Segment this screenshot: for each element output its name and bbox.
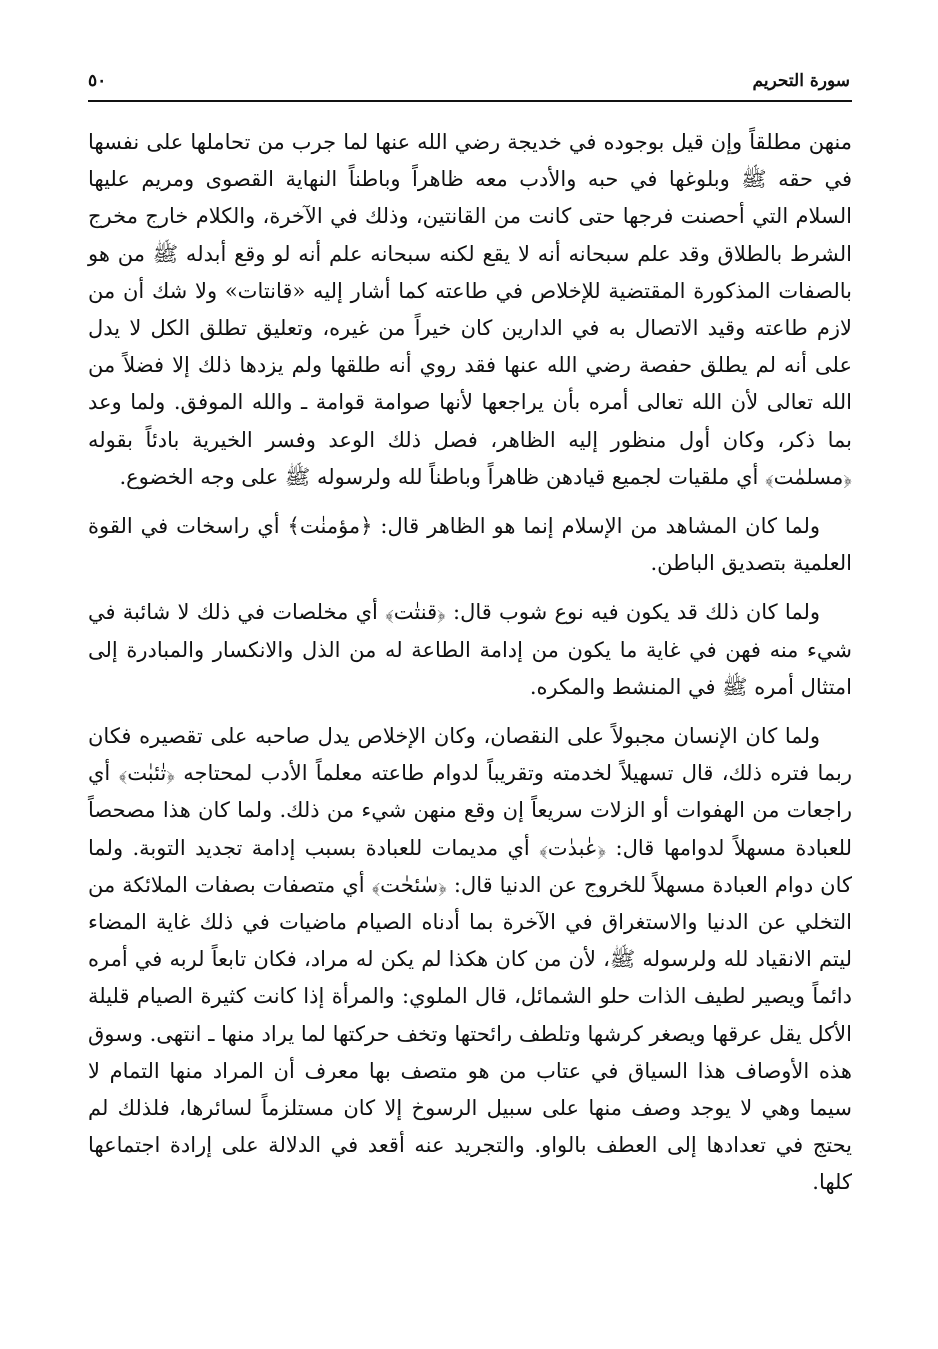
body-text <box>88 124 852 1202</box>
paragraph-2: ولما كان المشاهد من الإسلام إنما هو الظاهر قال: ﴿مؤمنٰت﴾ أي راسخات في القوة العلمية بتصديق الباطن. <box>88 514 852 576</box>
paragraph-3: ولما كان ذلك قد يكون فيه نوع شوب قال: ﴿قنتٰت﴾ أي مخلصات في ذلك لا شائبة في شيء منه فهن في غاية ما يكون من إدامة الطاعة له من الذل والانكسار والمبادرة إلى امتثال أمره ﷺ في المنشط والمكره. <box>88 600 853 699</box>
surah-title: سورة التحريم <box>752 71 850 91</box>
page-header <box>88 68 850 98</box>
page-number: ٥٠ <box>88 71 107 91</box>
header-divider <box>88 100 852 102</box>
paragraph-1: منهن مطلقاً وإن قيل بوجوده في خديجة رضي الله عنها لما جرب من تحاملها على نفسها في حقه ﷺ وبلوغها في حبه والأدب معه ظاهراً وباطناً النهاية القصوى ومريم عليها السلام التي أحصنت فرجها حتى كانت من القانتين، وذلك في الآخرة، والكلام خارج مخرج الشرط بالطلاق وقد علم سبحانه أنه لا يقع لكنه سبحانه علم أنه لو وقع أبدله ﷺ من هو بالصفات المذكورة المقتضية للإخلاص في طاعته كما أشار إليه «قانتات» ولا شك أن من لازم طاعته وقيد الاتصال به في الدارين كان خيراً من غيره، وتعليق تطلق الكل لا يدل على أنه لم يطلق حفصة رضي الله عنها فقد روي أنه طلقها ولم يزدها ذلك إلا فضلاً من الله تعالى لأن الله تعالى أمره بأن يراجعها لأنها صوامة قوامة ـ والله الموفق. ولما وعد بما ذكر، وكان أول منظور إليه الظاهر، فصل ذلك الوعد وفسر الخيرية بادئاً بقوله ﴿مسلمٰت﴾ أي ملقيات لجميع قيادهن ظاهراً وباطناً لله ولرسوله ﷺ على وجه الخضوع. <box>88 130 852 489</box>
paragraph-4: ولما كان الإنسان مجبولاً على النقصان، وكان الإخلاص يدل صاحبه على تقصيره فكان ربما فتره ذلك، قال تسهيلاً لخدمته وتقريباً لدوام طاعته معلماً الأدب لمحتاجه ﴿تٰئبٰت﴾ أي راجعات من الهفوات أو الزلات سريعاً إن وقع منهن شيء من ذلك. ولما كان هذا مصحصاً للعبادة مسهلاً لدوامها قال: ﴿عٰبدٰت﴾ أي مديمات للعبادة بسبب إدامة تجديد التوبة. ولما كان دوام العبادة مسهلاً للخروج عن الدنيا قال: ﴿سٰئحٰت﴾ أي متصفات بصفات الملائكة من التخلي عن الدنيا والاستغراق في الآخرة بما أدناه الصيام ماضيات في ذلك غاية المضاء ليتم الانقياد لله ولرسوله ﷺ، لأن من كان هكذا لم يكن له مراد، فكان تابعاً لربه في أمره دائماً ويصير لطيف الذات حلو الشمائل، قال الملوي: والمرأة إذا كانت كثيرة الصيام قليلة الأكل يقل عرقها ويصغر كرشها وتلطف رائحتها وتخف حركتها لما يراد منها ـ انتهى. وسوق هذه الأوصاف هذا السياق في عتاب من هو متصف بها معرف أن المراد منها التمام لا سيما وهي لا يوجد وصف منها على سبيل الرسوخ إلا كان مستلزماً لسائرها، فلذلك لم يحتج في تعدادها إلى العطف بالواو. والتجريد عنه أقعد في الدلالة على إرادة اجتماعها كلها. <box>88 724 852 1195</box>
